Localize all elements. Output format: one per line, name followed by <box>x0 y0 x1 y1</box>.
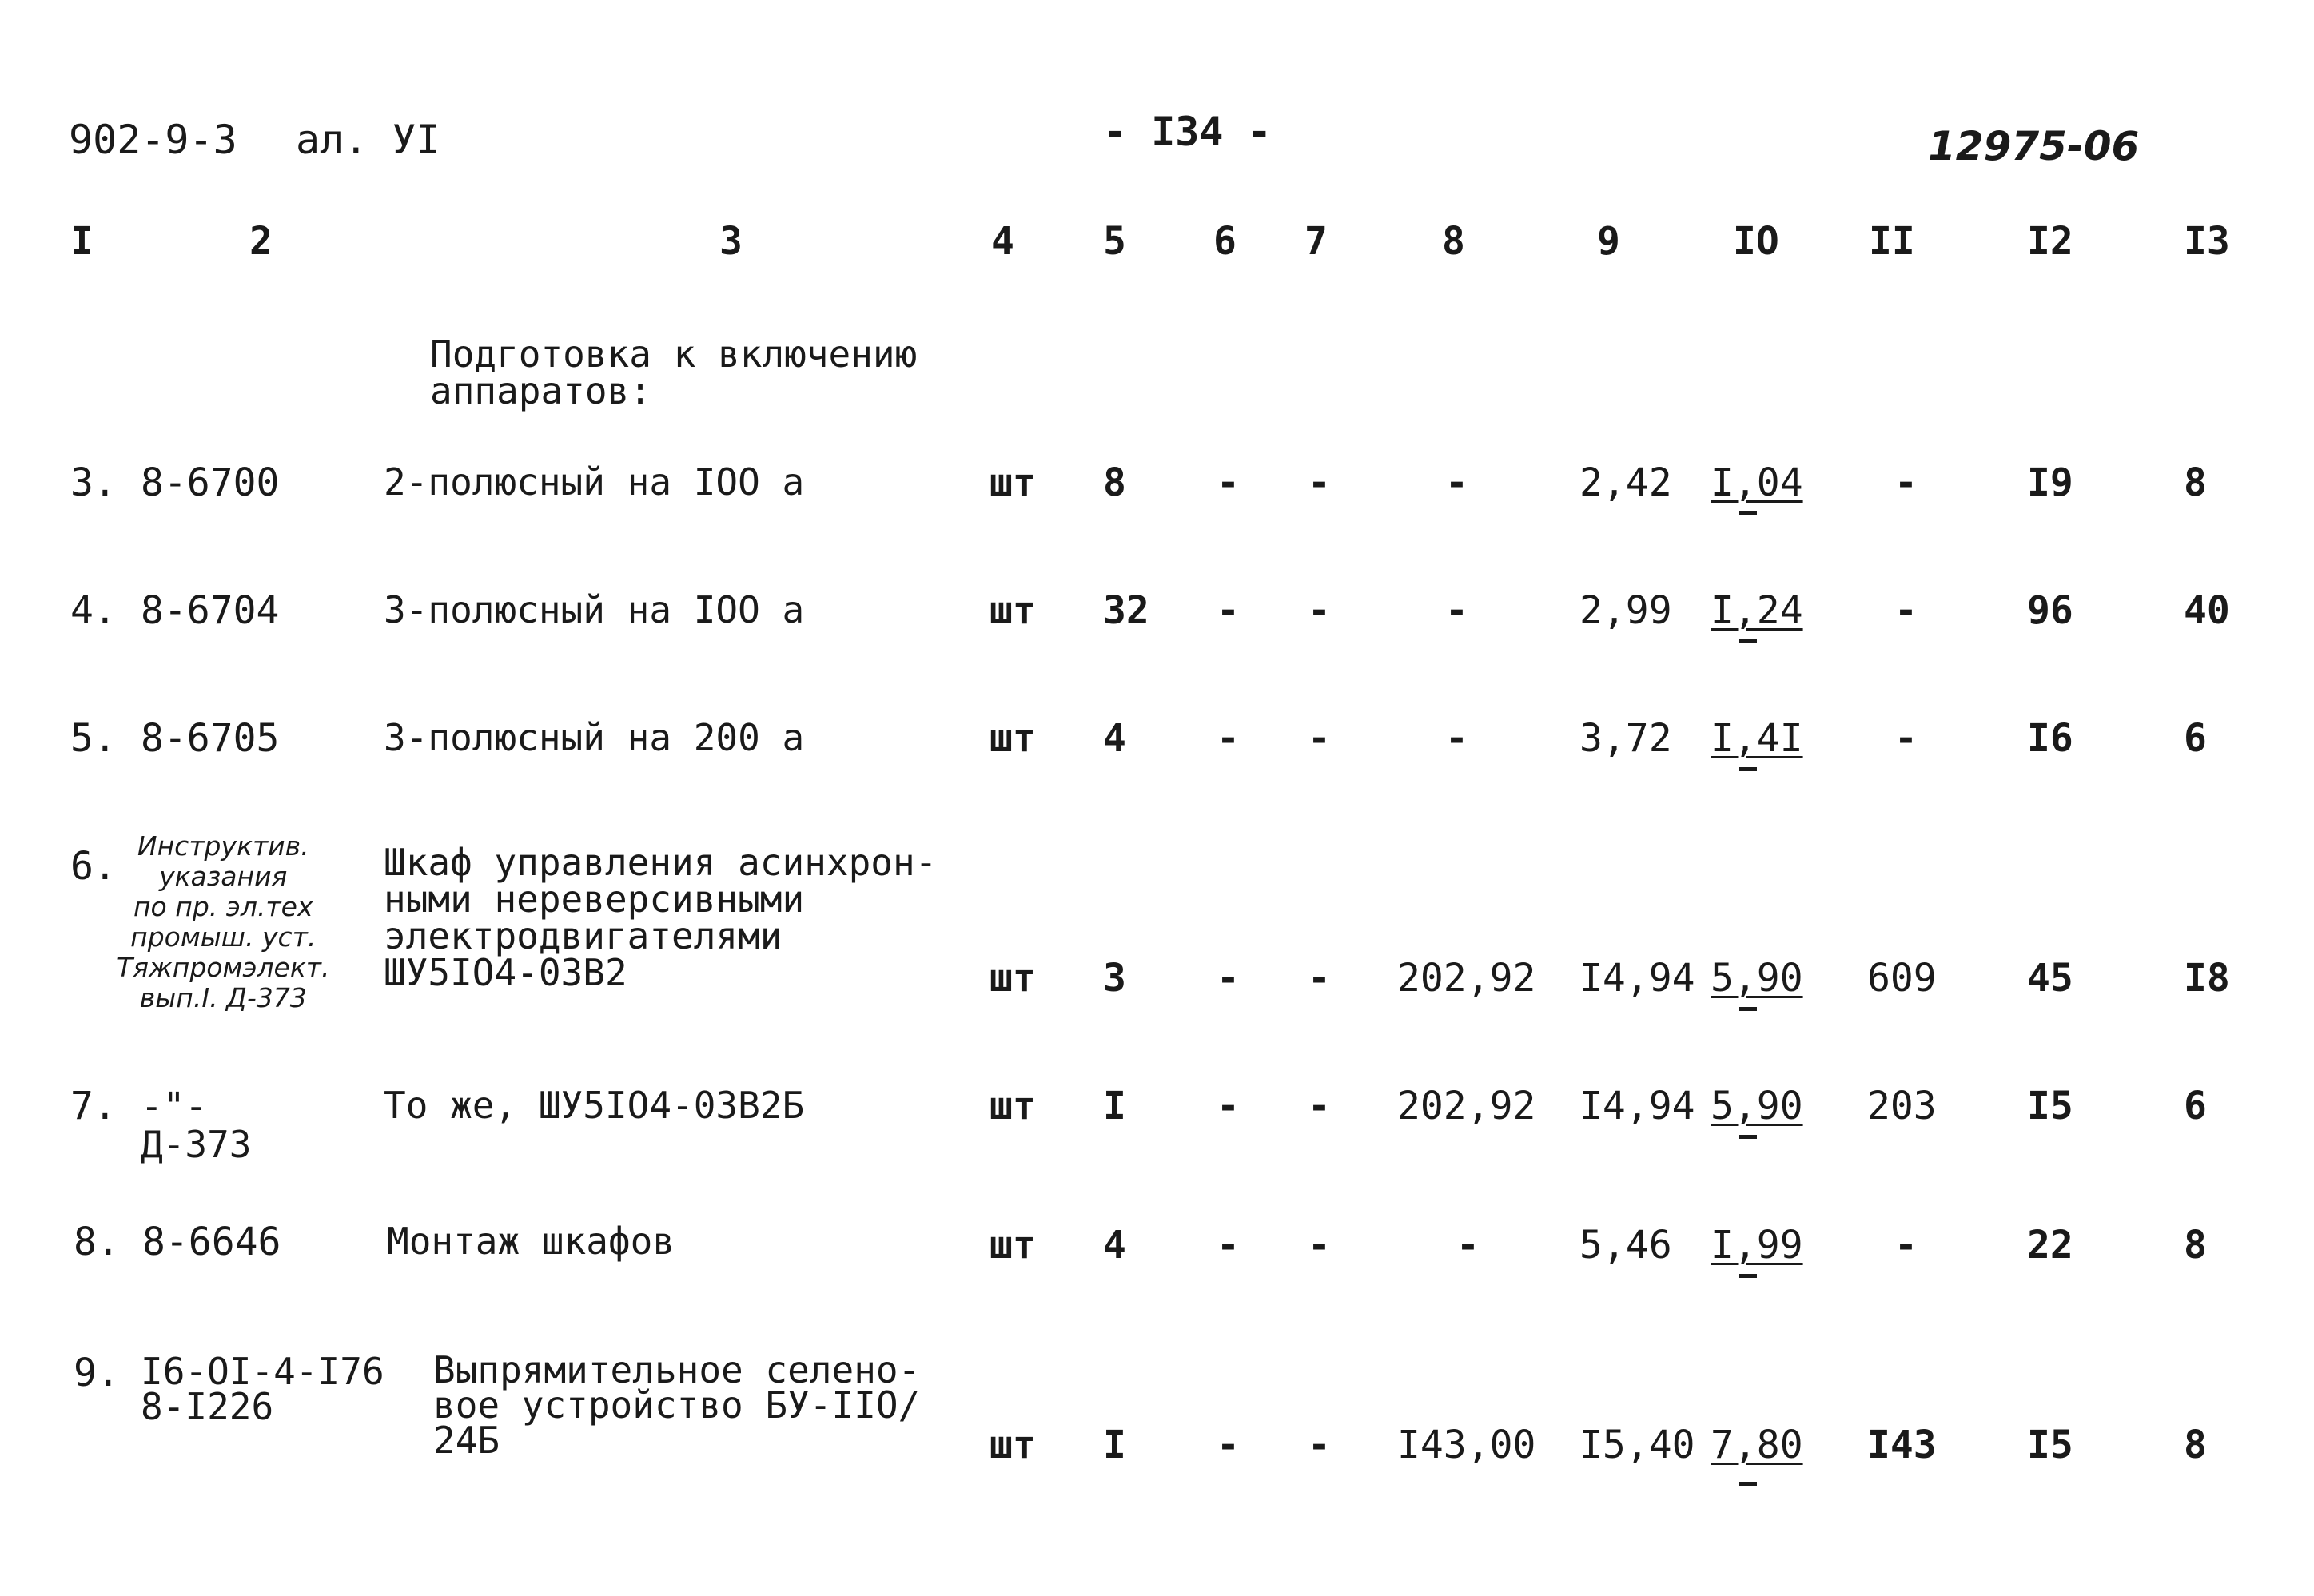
row-col8: I43,00 <box>1397 1423 1536 1467</box>
row-col9: 5,46 <box>1579 1223 1672 1268</box>
row-col11: - <box>1894 588 1918 633</box>
row-col9: 2,99 <box>1579 588 1672 633</box>
row-col6: - <box>1217 460 1240 505</box>
row-col9: I5,40 <box>1579 1423 1695 1467</box>
row-description: Шкаф управления асинхрон- ными нереверсивными электродвигателями ШУ5IO4-03В2 <box>384 841 938 994</box>
row-col13: 40 <box>2184 588 2230 633</box>
row-quantity: 8 <box>1103 460 1126 505</box>
row-col10: I,4I <box>1711 716 1803 761</box>
column-number-1: I <box>70 219 94 264</box>
row-description: То же, ШУ5IO4-03В2Б <box>384 1084 805 1127</box>
row-col8: - <box>1445 588 1468 633</box>
row-col13: 6 <box>2184 1084 2207 1128</box>
column-number-10: IO <box>1733 219 1779 264</box>
row-code: 8-6700 <box>141 460 280 505</box>
row-col8: 202,92 <box>1397 1084 1536 1128</box>
row-col12: I5 <box>2027 1423 2073 1467</box>
row-col11: - <box>1894 1223 1918 1268</box>
column-number-7: 7 <box>1304 219 1328 264</box>
row-col11: 203 <box>1867 1084 1937 1128</box>
row-col10: I,99 <box>1711 1223 1803 1268</box>
row-quantity: I <box>1103 1423 1126 1467</box>
row-code: 8-6704 <box>141 588 280 633</box>
underline-dash-mark <box>1739 1482 1757 1486</box>
column-number-5: 5 <box>1103 219 1126 264</box>
row-unit: шт <box>990 588 1036 633</box>
column-number-3: 3 <box>719 219 743 264</box>
underline-dash-mark <box>1739 1274 1757 1278</box>
row-col11: - <box>1894 460 1918 505</box>
row-quantity: 4 <box>1103 1223 1126 1268</box>
row-number: 7. <box>70 1084 117 1128</box>
row-description: Монтаж шкафов <box>387 1220 675 1263</box>
sheet-code: 12975-06 <box>1928 123 2140 169</box>
row-number: 3. <box>70 460 117 505</box>
doc-code: 902-9-3 <box>69 117 237 163</box>
row-number: 9. <box>74 1351 120 1395</box>
row-col8: 202,92 <box>1397 956 1536 1001</box>
row-quantity: 4 <box>1103 716 1126 761</box>
column-number-2: 2 <box>249 219 273 264</box>
row-col13: 8 <box>2184 1223 2207 1268</box>
row-col13: 8 <box>2184 460 2207 505</box>
row-quantity: 3 <box>1103 956 1126 1001</box>
row-unit: шт <box>990 1423 1036 1467</box>
row-col10: 5,90 <box>1711 956 1803 1001</box>
row-col11: 609 <box>1867 956 1937 1001</box>
row-description: 3-полюсный на IOO а <box>384 588 805 631</box>
row-col11: I43 <box>1867 1423 1937 1467</box>
row-col10: 5,90 <box>1711 1084 1803 1128</box>
underline-dash-mark <box>1739 639 1757 643</box>
row-col13: 8 <box>2184 1423 2207 1467</box>
row-unit: шт <box>990 956 1036 1001</box>
column-number-6: 6 <box>1213 219 1237 264</box>
row-code: 8-6646 <box>142 1220 281 1264</box>
row-col8: - <box>1456 1223 1480 1268</box>
row-col7: - <box>1308 956 1331 1001</box>
row-code: 8-6705 <box>141 716 280 761</box>
row-col11: - <box>1894 716 1918 761</box>
row-col7: - <box>1308 588 1331 633</box>
section-title: Подготовка к включению аппаратов: <box>430 332 918 412</box>
row-col9: 3,72 <box>1579 716 1672 761</box>
row-col6: - <box>1217 716 1240 761</box>
row-unit: шт <box>990 1223 1036 1268</box>
row-col12: I9 <box>2027 460 2073 505</box>
row-description: 2-полюсный на IOO а <box>384 460 805 503</box>
row-col6: - <box>1217 1423 1240 1467</box>
row-col9: I4,94 <box>1579 1084 1695 1128</box>
row-col8: - <box>1445 716 1468 761</box>
row-unit: шт <box>990 1084 1036 1128</box>
row-col7: - <box>1308 1084 1331 1128</box>
column-number-12: I2 <box>2027 219 2073 264</box>
row-description: Выпрямительное селено- вое устройство БУ-IIO/ 24Б <box>433 1348 921 1462</box>
row-col6: - <box>1217 1084 1240 1128</box>
row-col10: 7,80 <box>1711 1423 1803 1467</box>
underline-dash-mark <box>1739 511 1757 515</box>
row-description: 3-полюсный на 200 а <box>384 716 805 759</box>
row-col8: - <box>1445 460 1468 505</box>
row-number: 4. <box>70 588 117 633</box>
row-col7: - <box>1308 460 1331 505</box>
row-col7: - <box>1308 716 1331 761</box>
row-code: I6-OI-4-I76 8-I226 <box>141 1350 384 1428</box>
column-number-9: 9 <box>1597 219 1620 264</box>
column-number-8: 8 <box>1442 219 1465 264</box>
row-quantity: I <box>1103 1084 1126 1128</box>
row-quantity: 32 <box>1103 588 1149 633</box>
column-number-13: I3 <box>2184 219 2230 264</box>
album-number: ал. УI <box>296 117 440 163</box>
row-col12: I5 <box>2027 1084 2073 1128</box>
row-col6: - <box>1217 588 1240 633</box>
row-unit: шт <box>990 460 1036 505</box>
row-number: 5. <box>70 716 117 761</box>
underline-dash-mark <box>1739 1007 1757 1011</box>
row-number: 6. <box>70 844 117 889</box>
row-col12: 96 <box>2027 588 2073 633</box>
page-number: - I34 - <box>1103 109 1272 155</box>
row-code: -"- Д-373 <box>141 1085 252 1166</box>
row-col10: I,24 <box>1711 588 1803 633</box>
underline-dash-mark <box>1739 1135 1757 1139</box>
row-col9: I4,94 <box>1579 956 1695 1001</box>
row-col13: 6 <box>2184 716 2207 761</box>
row-col13: I8 <box>2184 956 2230 1001</box>
row-col7: - <box>1308 1423 1331 1467</box>
underline-dash-mark <box>1739 767 1757 771</box>
row-unit: шт <box>990 716 1036 761</box>
row-col9: 2,42 <box>1579 460 1672 505</box>
row-code-handwritten: Инструктив. указания по пр. эл.тех промыш. уст. Тяжпромэлект. вып.I. Д-373 <box>117 830 330 1013</box>
row-col12: 22 <box>2027 1223 2073 1268</box>
column-number-11: II <box>1869 219 1915 264</box>
row-col6: - <box>1217 956 1240 1001</box>
row-col12: I6 <box>2027 716 2073 761</box>
row-number: 8. <box>74 1220 120 1264</box>
column-number-4: 4 <box>991 219 1014 264</box>
row-col12: 45 <box>2027 956 2073 1001</box>
row-col10: I,04 <box>1711 460 1803 505</box>
row-col6: - <box>1217 1223 1240 1268</box>
row-col7: - <box>1308 1223 1331 1268</box>
